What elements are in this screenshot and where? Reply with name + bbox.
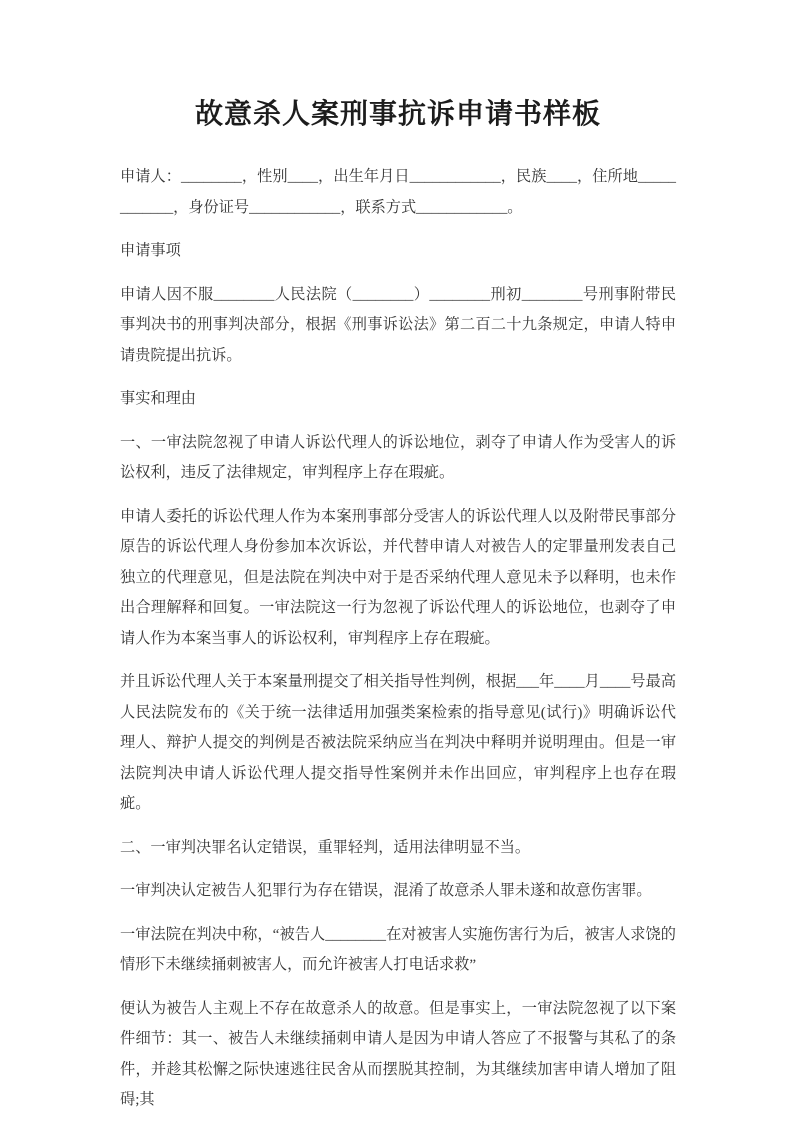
paragraph-reason-1-detail: 申请人委托的诉讼代理人作为本案刑事部分受害人的诉讼代理人以及附带民事部分原告的诉讼代理人身份参加本次诉讼，并代替申请人对被告人的定罪量刑发表自己独立的代理意见，但是法院在判决中对于是否采纳代理人意见未予以释明，也未作出合理解释和回复。一审法院这一行为忽视了诉讼代理人的诉讼地位，也剥夺了申请人作为本案当事人的诉讼权利，审判程序上存在瑕疵。 [120, 507, 676, 647]
paragraph-reason-1-heading: 一、一审法院忽视了申请人诉讼代理人的诉讼地位，剥夺了申请人作为受害人的诉讼权利，违反了法律规定，审判程序上存在瑕疵。 [120, 433, 676, 481]
section-label-facts-and-reasons: 事实和理由 [120, 390, 196, 407]
paragraph-judgment-quote: 一审法院在判决中称，“被告人________在对被害人实施伤害行为后，被害人求饶的情形下未继续捅刺被害人，而允许被害人打电话求救” [120, 925, 676, 973]
paragraph-case-details: 便认为被告人主观上不存在故意杀人的故意。但是事实上，一审法院忽视了以下案件细节：其一、被告人未继续捅刺申请人是因为申请人答应了不报警与其私了的条件，并趁其松懈之际快速逃往民舍从而摆脱其控制，为其继续加害申请人增加了阻碍;其 [120, 999, 676, 1108]
paragraph-applicant-info: 申请人：________，性别____，出生年月日____________，民族____，住所地____________，身份证号____________，联系方式____________。 [120, 168, 676, 216]
document-title: 故意杀人案刑事抗诉申请书样板 [194, 99, 601, 130]
paragraph-application-request: 申请人因不服________人民法院（________）________刑初________号刑事附带民事判决书的刑事判决部分，根据《刑事诉讼法》第二百二十九条规定，申请人特申请贵院提出抗诉。 [120, 285, 676, 364]
paragraph-reason-2-summary: 一审判决认定被告人犯罪行为存在错误，混淆了故意杀人罪未遂和故意伤害罪。 [120, 882, 652, 899]
paragraph-reason-2-heading: 二、一审判决罪名认定错误，重罪轻判，适用法律明显不当。 [120, 838, 531, 856]
section-label-application-matters: 申请事项 [120, 242, 181, 259]
paragraph-reason-1-precedents: 并且诉讼代理人关于本案量刑提交了相关指导性判例，根据___年____月____号最高人民法院发布的《关于统一法律适用加强类案检索的指导意见(试行)》明确诉讼代理人、辩护人提交的判例是否被法院采纳应当在判决中释明并说明理由。但是一审法院判决申请人诉讼代理人提交指导性案例并未作出回应，审判程序上也存在瑕疵。 [120, 673, 676, 812]
